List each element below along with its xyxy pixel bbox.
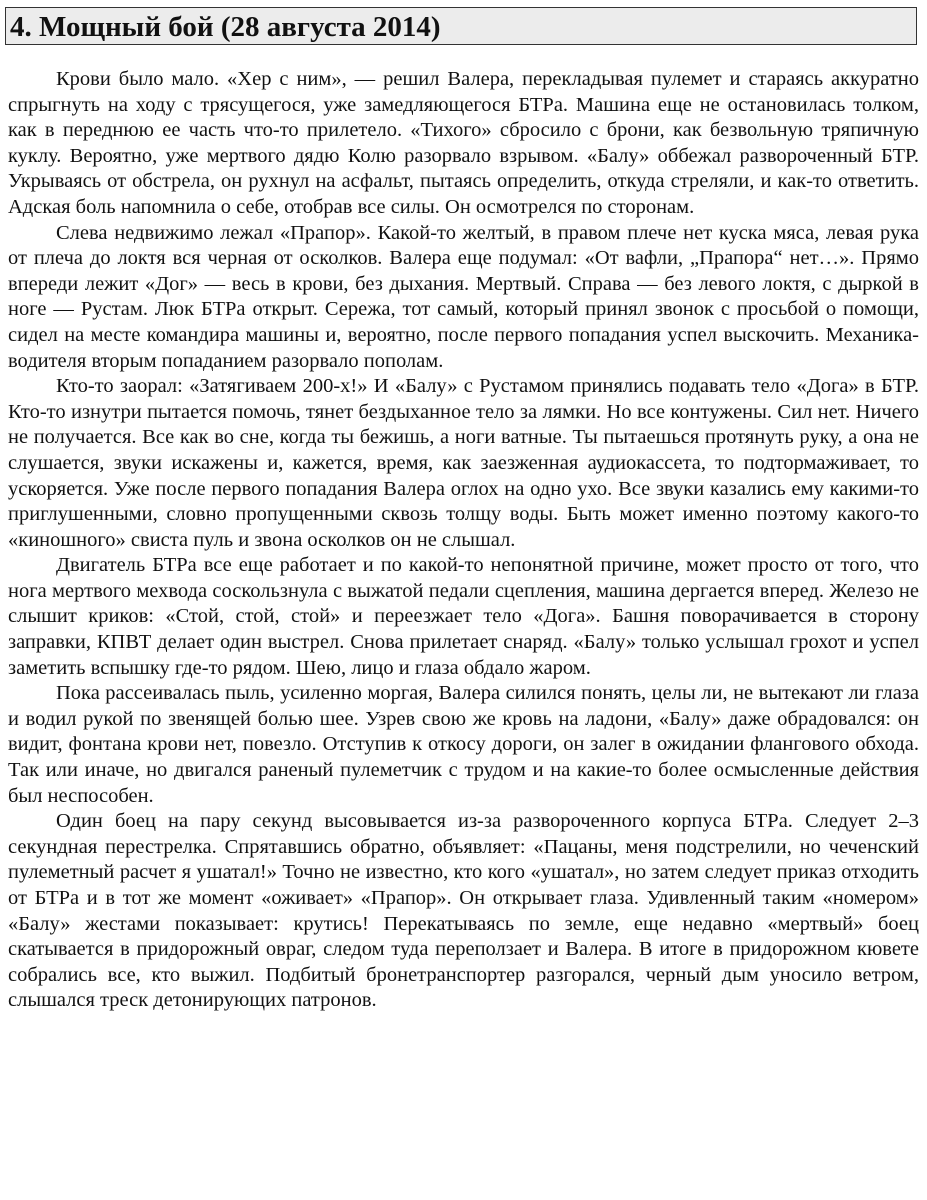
paragraph: Слева недвижимо лежал «Прапор». Какой-то желтый, в правом плече нет куска мяса, левая рука от плеча до локтя вся черная от осколков. Валера еще подумал: «От вафли, „Прапора“ нет…». Прямо впереди лежит «Дог» — весь в крови, без дыхания. Мертвый. Справа — без левого локтя, с дыркой в ноге — Рустам. Люк БТРа открыт. Сережа, тот самый, который принял звонок с просьбой о помощи, сидел на месте командира машины и, вероятно, после первого попадания успел выскочить. Механика-водителя вторым попаданием разорвало пополам.: [8, 221, 919, 372]
paragraph: Кто-то заорал: «Затягиваем 200-х!» И «Балу» с Рустамом принялись подавать тело «Дога» в БТР. Кто-то изнутри пытается помочь, тянет бездыханное тело за лямки. Но все контужены. Сил нет. Ничего не получается. Все как во сне, когда ты бежишь, а ноги ватные. Ты пытаешься протянуть руку, а она не слушается, звуки искажены и, кажется, время, как заезженная аудиокассета, то подтормаживает, то ускоряется. Уже после первого попадания Валера оглох на одно ухо. Все звуки казались ему какими-то приглушенными, словно пропущенными сквозь толщу воды. Быть может именно поэтому какого-то «киношного» свиста пуль и звона осколков он не слышал.: [8, 375, 919, 551]
paragraph: Один боец на пару секунд высовывается из-за развороченного корпуса БТРа. Следует 2–3 секундная перестрелка. Спрятавшись обратно, объявляет: «Пацаны, меня подстрелили, но чеченский пулеметный расчет я ушатал!» Точно не известно, кто кого «ушатал», но затем следует приказ отходить от БТРа и в тот же момент «оживает» «Прапор». Он открывает глаза. Удивленный таким «номером» «Балу» жестами показывает: крутись! Перекатываясь по земле, еще недавно «мертвый» боец скатывается в придорожный овраг, следом туда переползает и Валера. В итоге в придорожном кювете собрались все, кто выжил. Подбитый бронетранспортер разгорался, черный дым уносило ветром, слышался треск детонирующих патронов.: [8, 810, 919, 1012]
chapter-header: [5, 7, 917, 45]
article-body: [8, 67, 919, 1014]
chapter-title: 4. Мощный бой (28 августа 2014): [10, 11, 441, 43]
paragraph: Двигатель БТРа все еще работает и по какой-то непонятной причине, может просто от того, что нога мертвого мехвода соскользнула с выжатой педали сцепления, машина дергается вперед. Железо не слышит криков: «Стой, стой, стой» и переезжает тело «Дога». Башня поворачивается в сторону заправки, КПВТ делает один выстрел. Снова прилетает снаряд. «Балу» только услышал грохот и успел заметить вспышку где-то рядом. Шею, лицо и глаза обдало жаром.: [8, 554, 919, 679]
paragraph: Крови было мало. «Хер с ним», — решил Валера, перекладывая пулемет и стараясь аккуратно спрыгнуть на ходу с трясущегося, уже замедляющегося БТРа. Машина еще не остановилась толком, как в переднюю ее часть что-то прилетело. «Тихого» сбросило с брони, как безвольную тряпичную куклу. Вероятно, уже мертвого дядю Колю разорвало взрывом. «Балу» оббежал развороченный БТР. Укрываясь от обстрела, он рухнул на асфальт, пытаясь определить, откуда стреляли, и как-то ответить. Адская боль напомнила о себе, отобрав все силы. Он осмотрелся по сторонам.: [8, 68, 919, 218]
paragraph: Пока рассеивалась пыль, усиленно моргая, Валера силился понять, целы ли, не вытекают ли глаза и водил рукой по звенящей болью шее. Узрев свою же кровь на ладони, «Балу» даже обрадовался: он видит, фонтана крови нет, повезло. Отступив к откосу дороги, он залег в ожидании флангового обхода. Так или иначе, но двигался раненый пулеметчик с трудом и на какие-то более осмысленные действия был неспособен.: [8, 682, 919, 807]
